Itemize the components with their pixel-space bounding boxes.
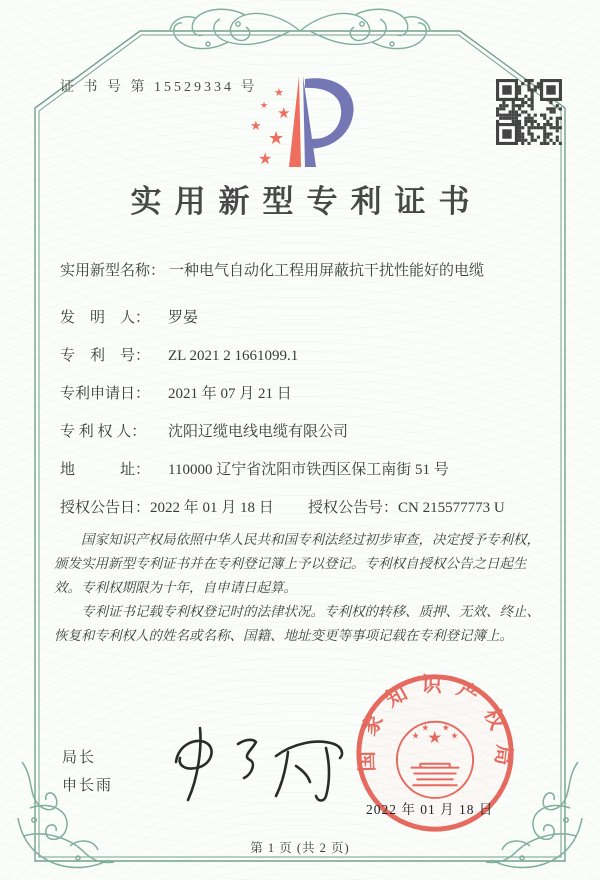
svg-text:★: ★ bbox=[260, 101, 269, 111]
field-label: 地 址： bbox=[60, 462, 151, 478]
logo-p-bowl bbox=[305, 78, 354, 148]
field-value: 2021 年 07 月 21 日 bbox=[168, 386, 292, 402]
svg-text:★: ★ bbox=[277, 104, 291, 122]
field-value: ZL 2021 2 1661099.1 bbox=[168, 348, 299, 364]
signature-of-director bbox=[158, 722, 353, 812]
director-name: 申长雨 bbox=[62, 778, 114, 794]
field-value: 一种电气自动化工程用屏蔽抗干扰性能好的电缆 bbox=[169, 263, 485, 279]
legal-text bbox=[54, 528, 548, 648]
field-label: 专 利 权 人： bbox=[60, 424, 147, 440]
logo-purple-spire bbox=[303, 76, 316, 167]
field-inventor bbox=[60, 306, 550, 327]
grant-date-label: 授权公告日： bbox=[60, 500, 151, 516]
grant-no-value: CN 215577773 U bbox=[398, 500, 505, 516]
field-label: 实用新型名称： bbox=[60, 263, 166, 279]
logo-red-spire bbox=[289, 76, 301, 167]
field-label: 专 利 号： bbox=[60, 348, 151, 364]
cnipa-logo-icon bbox=[240, 74, 360, 169]
certificate-number: 证 书 号 第 15529334 号 bbox=[60, 80, 258, 95]
grant-no-label: 授权公告号： bbox=[308, 500, 399, 516]
seal-ring-text: 国家知识产权局 bbox=[356, 673, 516, 780]
svg-text:★: ★ bbox=[427, 728, 443, 748]
svg-text:★: ★ bbox=[411, 731, 420, 742]
field-value: 110000 辽宁省沈阳市铁西区保工南街 51 号 bbox=[168, 462, 449, 478]
certificate-title: 实用新型专利证书 bbox=[130, 184, 483, 219]
svg-text:★: ★ bbox=[421, 723, 430, 734]
svg-text:★: ★ bbox=[441, 723, 450, 734]
svg-text:★: ★ bbox=[250, 119, 262, 134]
field-filing-date bbox=[60, 382, 550, 403]
logo-star: ★ bbox=[274, 86, 284, 99]
qr-code bbox=[496, 79, 562, 145]
field-value: 罗晏 bbox=[168, 310, 199, 326]
seal-date: 2022 年 01 月 18 日 bbox=[366, 802, 494, 817]
field-address bbox=[60, 458, 550, 479]
svg-text:★: ★ bbox=[268, 128, 285, 149]
legal-paragraph-2: 专利证书记载专利权登记时的法律状况。专利权的转移、质押、无效、终止、恢复和专利权人的姓名或名称、国籍、地址变更等事项记载在专利登记簿上。 bbox=[54, 604, 540, 644]
grant-date-value: 2022 年 01 月 18 日 bbox=[150, 500, 274, 516]
field-label: 专利申请日： bbox=[60, 386, 151, 402]
field-utility-model-name bbox=[60, 259, 550, 280]
field-value: 沈阳辽缆电线电缆有限公司 bbox=[168, 424, 349, 440]
page-number: 第 1 页 (共 2 页) bbox=[250, 841, 350, 855]
legal-paragraph-1: 国家知识产权局依照中华人民共和国专利法经过初步审查，决定授予专利权，颁发实用新型专利证书并在专利登记簿上予以登记。专利权自授权公告之日起生效。专利权期限为十年，自申请日起算。 bbox=[54, 532, 540, 596]
field-label: 发 明 人： bbox=[60, 310, 151, 326]
field-patentee bbox=[60, 420, 550, 441]
svg-text:★: ★ bbox=[258, 149, 273, 168]
director-title: 局长 bbox=[62, 750, 97, 766]
field-patent-number bbox=[60, 344, 550, 365]
svg-text:★: ★ bbox=[450, 731, 459, 742]
top-flourish-ornament bbox=[170, 9, 430, 48]
field-grant-announcement bbox=[60, 496, 550, 517]
